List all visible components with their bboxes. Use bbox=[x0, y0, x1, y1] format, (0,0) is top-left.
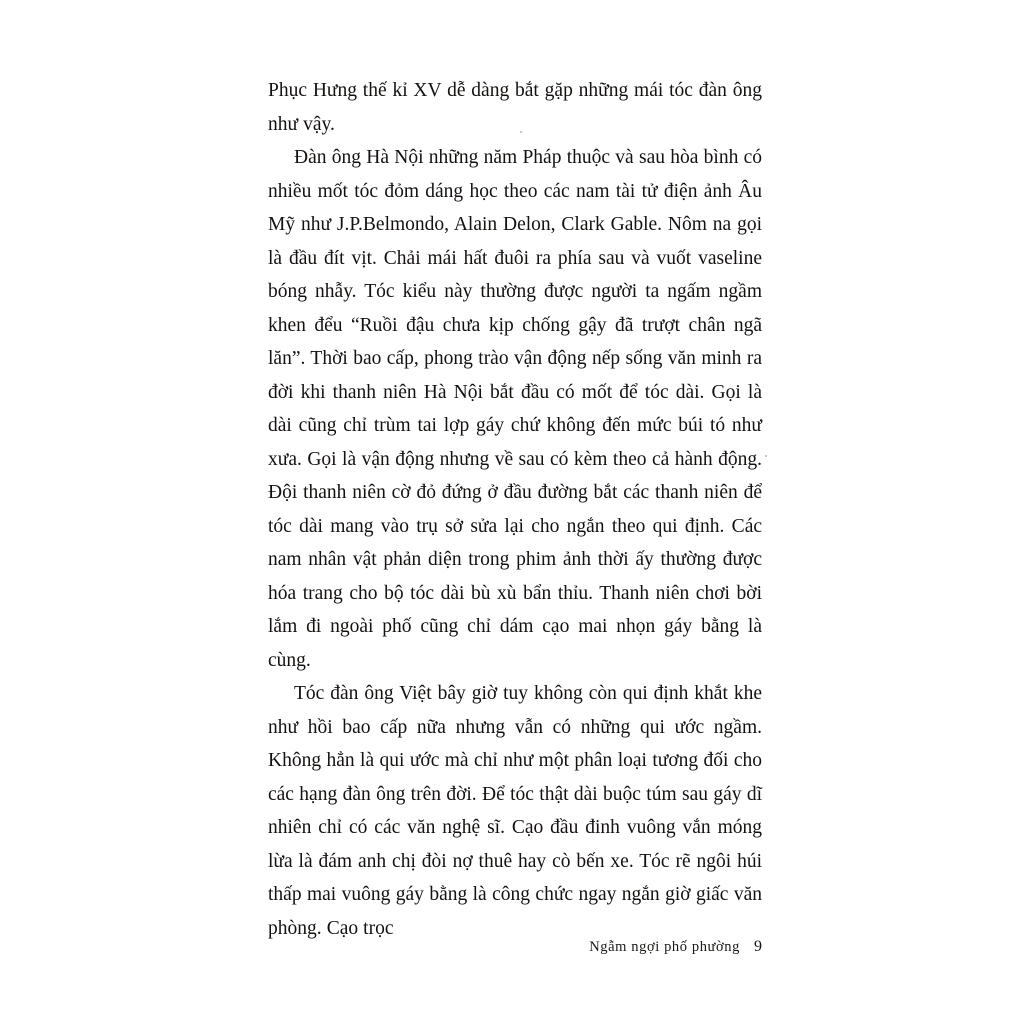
paragraph: Phục Hưng thế kỉ XV dễ dàng bắt gặp những mái tóc đàn ông như vậy. bbox=[268, 80, 762, 135]
paper-speck bbox=[765, 455, 767, 457]
paper-speck bbox=[520, 131, 522, 133]
running-title: Ngẫm ngợi phố phường bbox=[589, 939, 740, 955]
paragraph: Đàn ông Hà Nội những năm Pháp thuộc và sau hòa bình có nhiều mốt tóc đỏm dáng học theo các nam tài tử điện ảnh Âu Mỹ như J.P.Belmondo, Alain Delon, Clark Gable. Nôm na gọi là đầu đít vịt. Chải mái hất đuôi ra phía sau và vuốt vaseline bóng nhẫy. Tóc kiểu này thường được người ta ngấm ngầm khen đểu “Ruồi đậu chưa kịp chống gậy đã trượt chân ngã lăn”. Thời bao cấp, phong trào vận động nếp sống văn minh ra đời khi thanh niên Hà Nội bắt đầu có mốt để tóc dài. Gọi là dài cũng chỉ trùm tai lợp gáy chứ không đến mức búi tó như xưa. Gọi là vận động nhưng về sau có kèm theo cả hành động. Đội thanh niên cờ đỏ đứng ở đầu đường bắt các thanh niên để tóc dài mang vào trụ sở sửa lại cho ngắn theo qui định. Các nam nhân vật phản diện trong phim ảnh thời ấy thường được hóa trang cho bộ tóc dài bù xù bẩn thỉu. Thanh niên chơi bời lắm đi ngoài phố cũng chỉ dám cạo mai nhọn gáy bằng là cùng. bbox=[268, 147, 762, 671]
paragraph: Tóc đàn ông Việt bây giờ tuy không còn qui định khắt khe như hồi bao cấp nữa nhưng vẫn có những qui ước ngầm. Không hẳn là qui ước mà chỉ như một phân loại tương đối cho các hạng đàn ông trên đời. Để tóc thật dài buộc túm sau gáy dĩ nhiên chỉ có các văn nghệ sĩ. Cạo đầu đinh vuông vắn móng lừa là đám anh chị đòi nợ thuê hay cò bến xe. Tóc rẽ ngôi húi thấp mai vuông gáy bằng là công chức ngay ngắn giờ giấc văn phòng. Cạo trọc bbox=[268, 683, 762, 939]
text-column bbox=[268, 74, 762, 945]
page-footer bbox=[268, 938, 762, 956]
page-number: 9 bbox=[754, 938, 762, 955]
